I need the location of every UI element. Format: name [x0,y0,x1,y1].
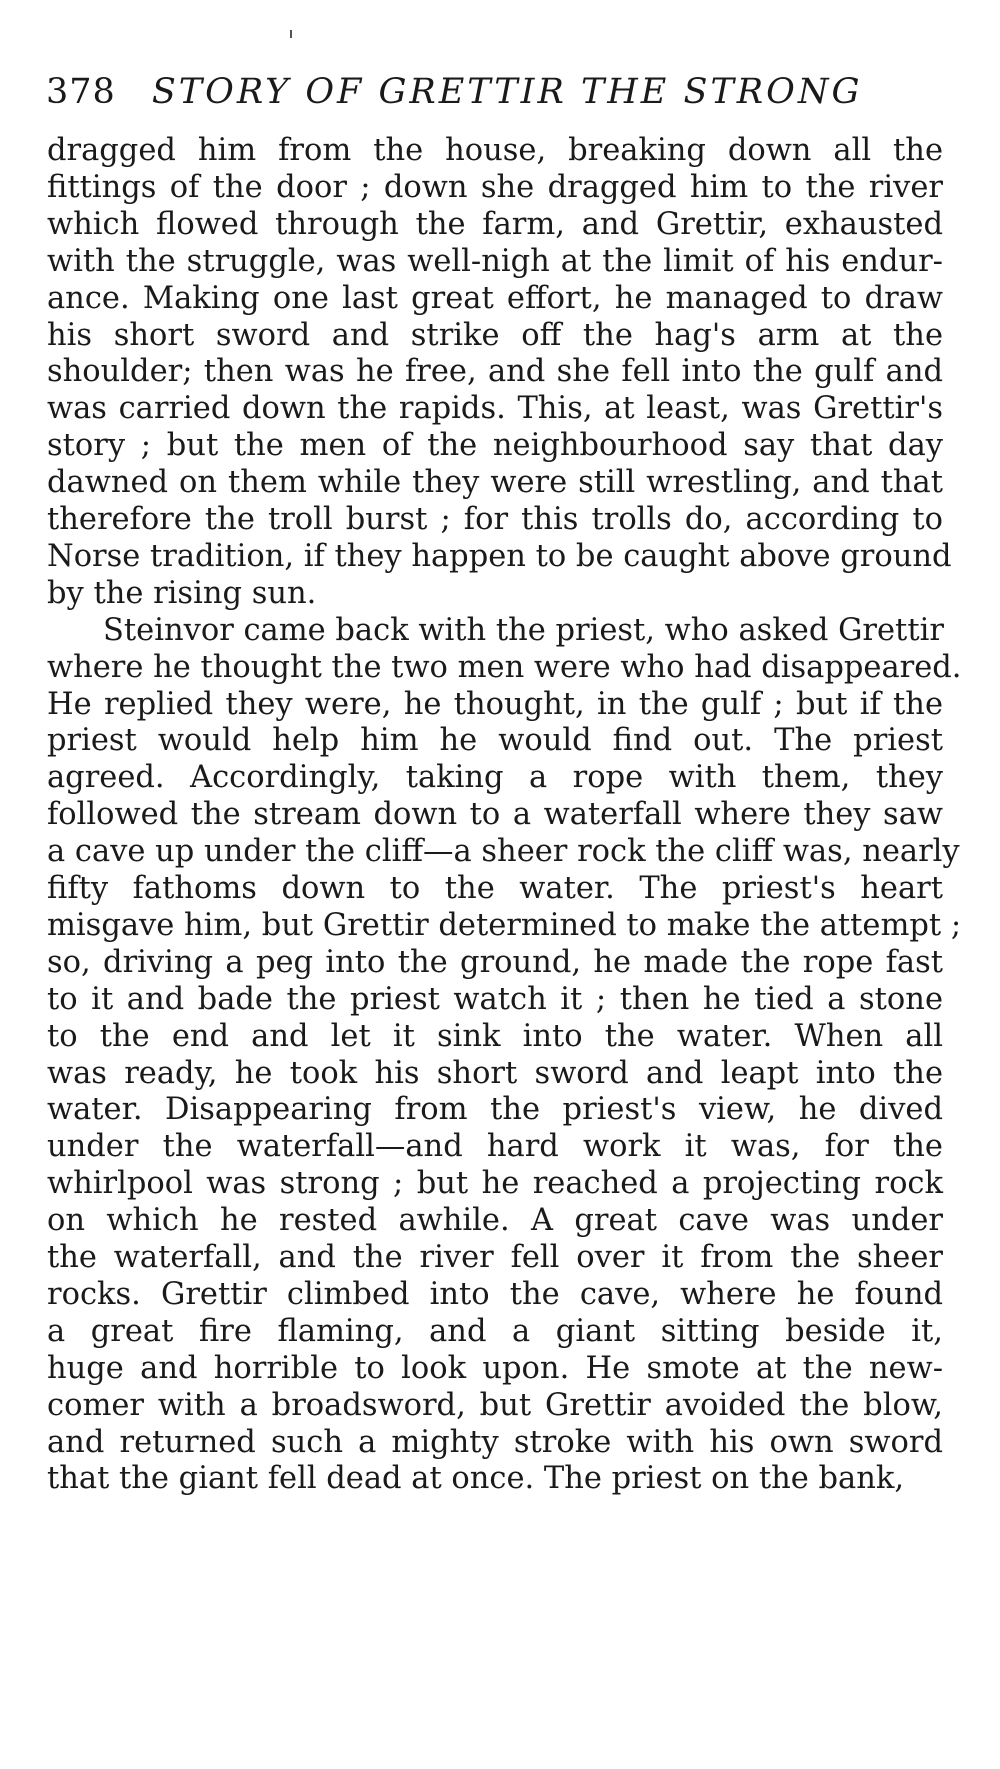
text-line: dawned on them while they were still wrestling, and that [47,465,943,501]
text-line: which flowed through the farm, and Grettir, exhausted [47,206,943,242]
text-line: a cave up under the cliff—a sheer rock the cliff was, nearly [47,834,960,870]
text-line: He replied they were, he thought, in the gulf ; but if the [47,686,943,722]
page-header [46,72,862,112]
text-line: a great fire flaming, and a giant sitting beside it, [47,1313,943,1349]
text-line: that the giant fell dead at once. The priest on the bank, [47,1461,905,1497]
text-line: where he thought the two men were who had disappeared. [47,649,962,685]
text-line: to the end and let it sink into the water. When all [47,1018,943,1054]
text-line: the waterfall, and the river fell over it from the sheer [47,1240,943,1275]
text-line: priest would help him he would find out. The priest [47,723,943,759]
text-line: with the struggle, was well-nigh at the limit of his endur- [47,243,943,279]
text-line: fifty fathoms down to the water. The priest's heart [47,871,943,906]
text-line: and returned such a mighty stroke with his own sword [47,1424,943,1460]
text-line: huge and horrible to look upon. He smote at the new- [47,1350,943,1386]
text-line: fittings of the door ; down she dragged him to the river [47,169,943,205]
text-line: water. Disappearing from the priest's view, he dived [47,1092,943,1128]
text-line: rocks. Grettir climbed into the cave, where he found [47,1276,943,1312]
text-line: was ready, he took his short sword and leapt into the [47,1055,943,1091]
text-line: Norse tradition, if they happen to be caught above ground [47,538,952,574]
text-line: agreed. Accordingly, taking a rope with them, they [47,760,943,796]
text-line: dragged him from the house, breaking down all the [47,133,943,168]
text-line: shoulder; then was he free, and she fell into the gulf and [47,354,943,390]
running-title: STORY OF GRETTIR THE STRONG [151,72,863,112]
text-line: by the rising sun. [47,575,317,611]
text-line: on which he rested awhile. A great cave was under [47,1203,943,1239]
text-line: whirlpool was strong ; but he reached a projecting rock [47,1166,943,1202]
text-line: Steinvor came back with the priest, who asked Grettir [103,612,944,648]
page-number: 378 [46,72,116,112]
text-line: therefore the troll burst ; for this trolls do, according to [47,502,943,537]
text-line: misgave him, but Grettir determined to make the attempt ; [47,907,962,943]
text-line: under the waterfall—and hard work it was, for the [47,1129,943,1165]
scan-speck [290,30,292,38]
text-line: story ; but the men of the neighbourhood say that day [47,428,943,464]
text-line: followed the stream down to a waterfall where they saw [47,797,943,833]
text-line: to it and bade the priest watch it ; then he tied a stone [47,981,943,1017]
text-line: comer with a broadsword, but Grettir avoided the blow, [47,1387,943,1423]
text-line: his short sword and strike off the hag's arm at the [47,317,943,353]
text-line: so, driving a peg into the ground, he made the rope fast [47,944,943,980]
text-line: was carried down the rapids. This, at least, was Grettir's [47,391,943,427]
text-line: ance. Making one last great effort, he managed to draw [47,280,943,316]
